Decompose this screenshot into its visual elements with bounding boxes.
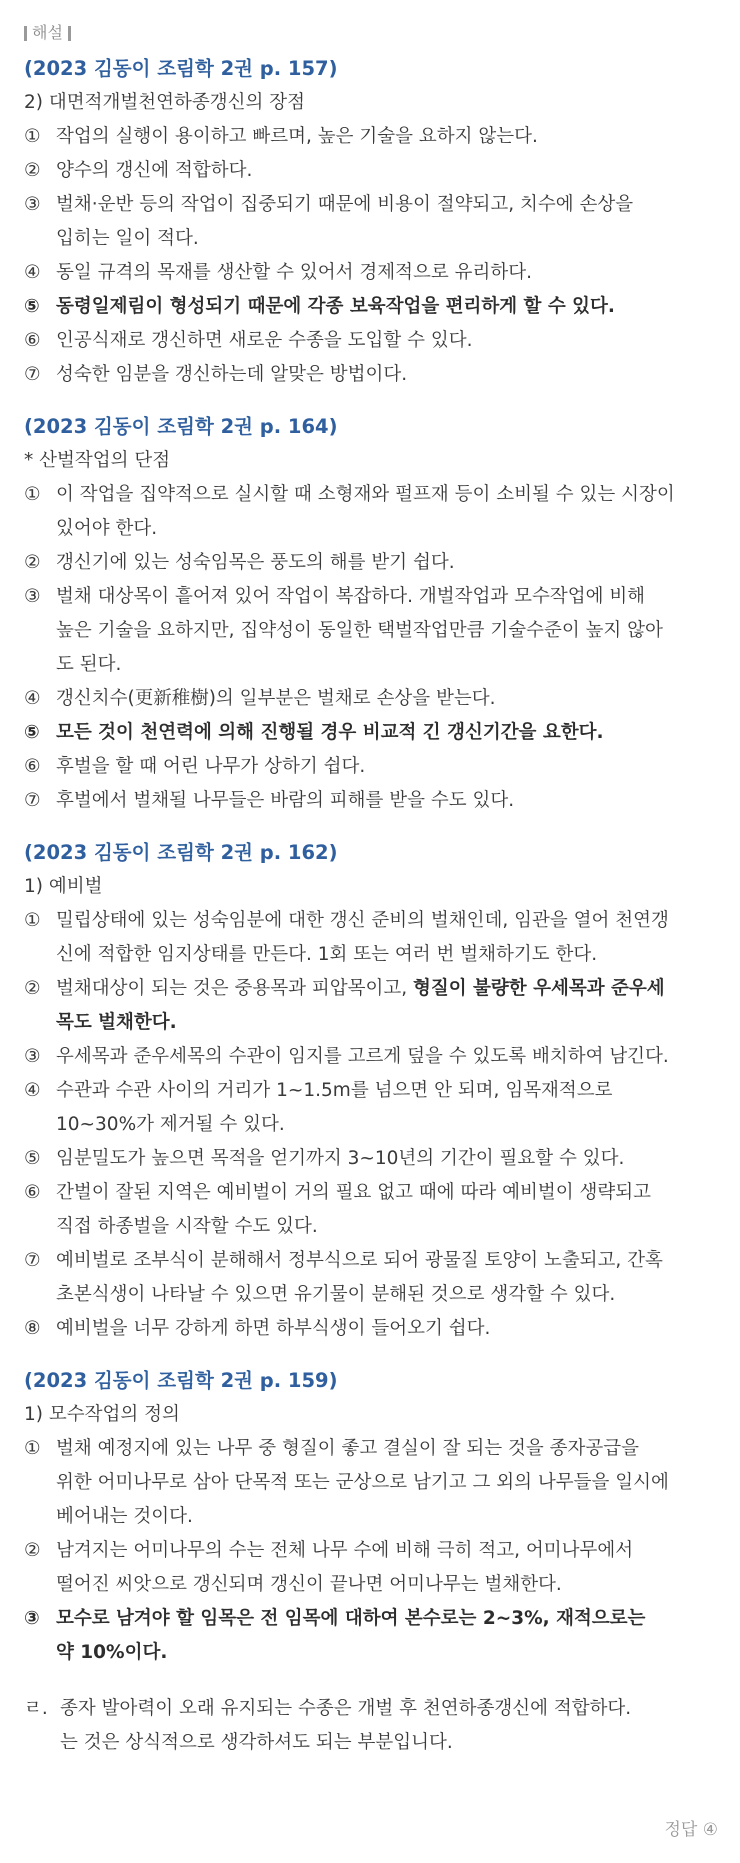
list-item: ④ 동일 규격의 목재를 생산할 수 있어서 경제적으로 유리하다. [24, 262, 532, 283]
list-item-emphasized: ③ 모수로 남겨야 할 임목은 전 임목에 대하여 본수로는 2~3%, 재적으로는 약 10%이다. [24, 1608, 646, 1663]
list-item: ② 갱신기에 있는 성숙임목은 풍도의 해를 받기 쉽다. [24, 552, 455, 573]
section-heading: 2) 대면적개벌천연하종갱신의 장점 [24, 92, 305, 113]
list-item-emphasized: ⑤ 모든 것이 천연력에 의해 진행될 경우 비교적 긴 갱신기간을 요한다. [24, 722, 604, 743]
note-line: 종자 발아력이 오래 유지되는 수종은 개벌 후 천연하종갱신에 적합하다. [60, 1698, 632, 1719]
list-item: ③ 우세목과 준우세목의 수관이 임지를 고르게 덮을 수 있도록 배치하여 남긴다. [24, 1046, 669, 1067]
conclusion-note [24, 1692, 722, 1760]
section-157 [24, 52, 722, 392]
header-bar-right [68, 26, 71, 41]
list-item: ④ 갱신치수(更新稚樹)의 일부분은 벌채로 손상을 받는다. [24, 688, 496, 709]
list-item: ⑦ 성숙한 임분을 갱신하는데 알맞은 방법이다. [24, 364, 408, 385]
note-marker: ㄹ. [24, 1698, 48, 1719]
explanation-header [24, 22, 722, 44]
list-item: ⑦ 예비벌로 조부식이 분해해서 정부식으로 되어 광물질 토양이 노출되고, 간혹 초본식생이 나타날 수 있으면 유기물이 분해된 것으로 생각할 수 있다. [24, 1250, 663, 1305]
section-heading: * 산벌작업의 단점 [24, 450, 171, 471]
list-item: ④ 수관과 수관 사이의 거리가 1~1.5m를 넘으면 안 되며, 임목재적으로 10~30%가 제거될 수 있다. [24, 1080, 613, 1135]
section-heading: 1) 예비벌 [24, 876, 103, 897]
list-item: ③ 벌채 대상목이 흩어져 있어 작업이 복잡하다. 개벌작업과 모수작업에 비해 높은 기술을 요하지만, 집약성이 동일한 택벌작업만큼 기술수준이 높지 않아 도 된다. [24, 586, 663, 675]
list-item: ① 이 작업을 집약적으로 실시할 때 소형재와 펄프재 등이 소비될 수 있는 시장이 있어야 한다. [24, 484, 675, 539]
list-item: ⑥ 인공식재로 갱신하면 새로운 수종을 도입할 수 있다. [24, 330, 473, 351]
list-item: ⑥ 간벌이 잘된 지역은 예비벌이 거의 필요 없고 때에 따라 예비벌이 생략되고 직접 하종벌을 시작할 수도 있다. [24, 1182, 651, 1237]
list-item: ② 양수의 갱신에 적합하다. [24, 160, 253, 181]
note-line: 는 것은 상식적으로 생각하셔도 되는 부분입니다. [60, 1732, 453, 1753]
header-bar-left [24, 26, 27, 41]
list-item: ③ 벌채·운반 등의 작업이 집중되기 때문에 비용이 절약되고, 치수에 손상을 입히는 일이 적다. [24, 194, 634, 249]
section-159 [24, 1364, 722, 1670]
list-item-emphasized: ⑤ 동령일제림이 형성되기 때문에 각종 보육작업을 편리하게 할 수 있다. [24, 296, 615, 317]
list-item: ⑤ 임분밀도가 높으면 목적을 얻기까지 3~10년의 기간이 필요할 수 있다. [24, 1148, 625, 1169]
header-label-text: 해설 [32, 23, 63, 42]
list-item: ① 작업의 실행이 용이하고 빠르며, 높은 기술을 요하지 않는다. [24, 126, 538, 147]
list-item: ① 밀립상태에 있는 성숙임분에 대한 갱신 준비의 벌채인데, 임관을 열어 천연갱 신에 적합한 임지상태를 만든다. 1회 또는 여러 번 벌채하기도 한다. [24, 910, 669, 965]
list-item: ⑧ 예비벌을 너무 강하게 하면 하부식생이 들어오기 쉽다. [24, 1318, 491, 1339]
list-item: ② 남겨지는 어미나무의 수는 전체 나무 수에 비해 극히 적고, 어미나무에서 떨어진 씨앗으로 갱신되며 갱신이 끝나면 어미나무는 벌채한다. [24, 1540, 634, 1595]
section-source: (2023 김동이 조림학 2권 p. 162) [24, 841, 338, 864]
section-source: (2023 김동이 조림학 2권 p. 157) [24, 57, 338, 80]
answer-label: 정답 ④ [664, 1820, 718, 1840]
section-162 [24, 836, 722, 1346]
list-item: ⑦ 후벌에서 벌채될 나무들은 바람의 피해를 받을 수도 있다. [24, 790, 515, 811]
section-source: (2023 김동이 조림학 2권 p. 164) [24, 415, 338, 438]
section-164 [24, 410, 722, 818]
list-item: ① 벌채 예정지에 있는 나무 중 형질이 좋고 결실이 잘 되는 것을 종자공급을 위한 어미나무로 삼아 단목적 또는 군상으로 남기고 그 외의 나무들을 일시에 베어내는 것이다. [24, 1438, 669, 1527]
list-item: ② 벌채대상이 되는 것은 중용목과 피압목이고, 형질이 불량한 우세목과 준우세 목도 벌채한다. [24, 978, 665, 1033]
section-heading: 1) 모수작업의 정의 [24, 1404, 180, 1425]
list-item: ⑥ 후벌을 할 때 어린 나무가 상하기 쉽다. [24, 756, 366, 777]
section-source: (2023 김동이 조림학 2권 p. 159) [24, 1369, 338, 1392]
